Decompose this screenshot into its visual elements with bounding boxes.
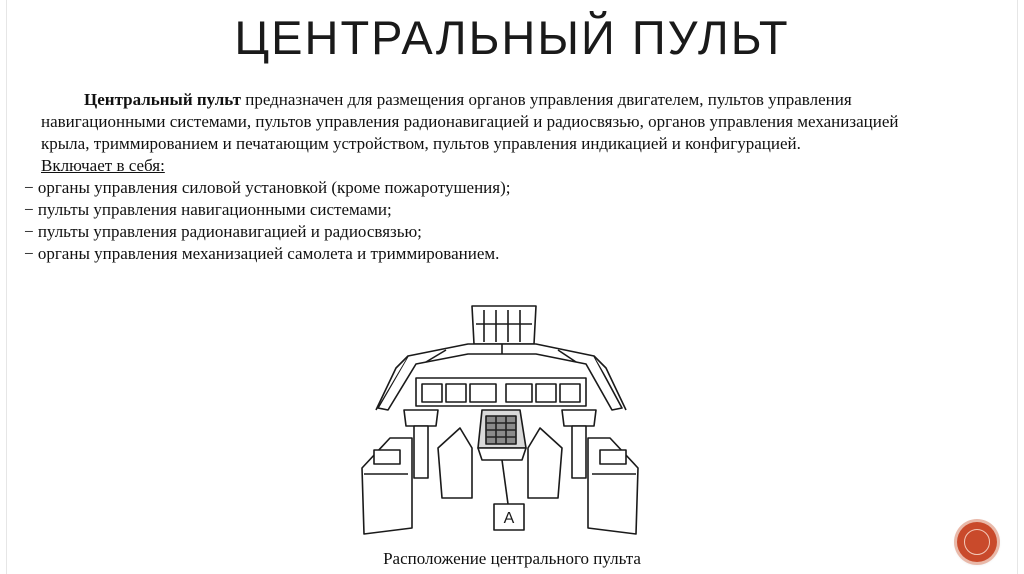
callout-label: A (503, 510, 515, 527)
includes-label: Включает в себя: (41, 156, 165, 175)
overhead-panel (472, 306, 536, 344)
slide-nav-button[interactable] (957, 522, 997, 562)
slide-frame-left (6, 0, 7, 574)
main-instrument-panel (416, 378, 586, 406)
description-text: предназначен для размещения органов управления двигателем, пультов управления навигационными системами, пультов управления радионавигацией и радиосвязью, органов управления механизацией крыла, триммированием и печатающим устройством, пультов управления индикацией и конфигурацией. (41, 90, 899, 153)
callout-line (502, 460, 508, 504)
slide-body (24, 89, 944, 265)
right-side-console (588, 438, 638, 534)
diagram-caption: Расположение центрального пульта (383, 549, 641, 568)
list-item: − пульты управления навигационными системами; (24, 200, 392, 219)
description-paragraph (24, 89, 944, 155)
includes-list (24, 177, 944, 265)
slide-frame-right (1017, 0, 1018, 574)
slide-title: ЦЕНТРАЛЬНЫЙ ПУЛЬТ (234, 11, 790, 64)
list-item: − органы управления механизацией самолета и триммированием. (24, 244, 500, 263)
left-side-console (362, 438, 412, 534)
list-item: − пульты управления радионавигацией и радиосвязью; (24, 222, 422, 241)
cockpit-diagram (350, 298, 650, 543)
list-item: − органы управления силовой установкой (кроме пожаротушения); (24, 178, 511, 197)
center-pedestal (478, 410, 526, 460)
description-term: Центральный пульт (84, 90, 241, 109)
